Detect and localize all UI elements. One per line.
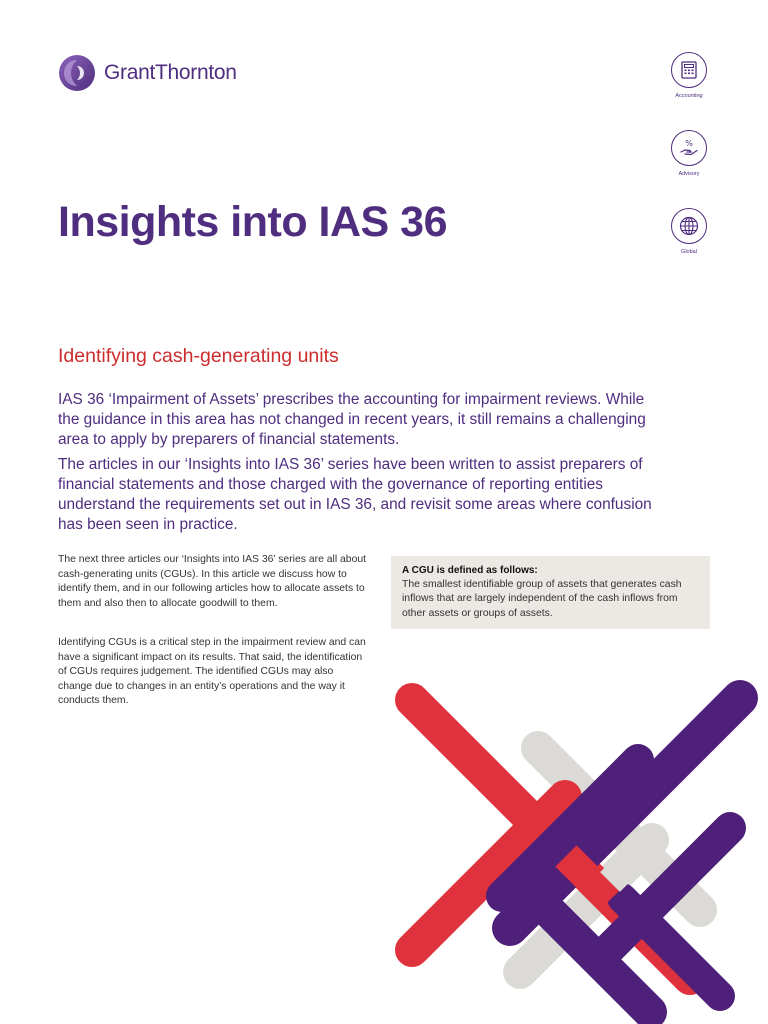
badge-accounting	[664, 52, 714, 99]
badge-label: Accounting	[675, 93, 703, 99]
globe-icon	[678, 215, 700, 237]
page-title: Insights into IAS 36	[58, 198, 447, 246]
badge-advisory	[664, 130, 714, 177]
badge-label: Advisory	[678, 171, 700, 177]
callout-text: The smallest identifiable group of assets that generates cash inflows that are largely independent of the cash inflows from other assets or groups of assets.	[402, 579, 682, 619]
body-paragraph: The next three articles our ‘Insights into IAS 36’ series are all about cash-generating units (CGUs). In this article we discuss how to identify them, and in our following articles how to allocate assets to them and also then to allocate goodwill to them.	[58, 554, 367, 609]
grant-thornton-logo	[58, 54, 237, 92]
body-paragraph: Identifying CGUs is a critical step in the impairment review and can have a significant impact on its results. That said, the identification of CGUs requires judgement. The identified CGUs may also change due to changes in an entity’s operations and the way it conducts them.	[58, 637, 366, 707]
svg-text:%: %	[685, 139, 693, 148]
badge-circle	[671, 52, 707, 88]
callout-title: A CGU is defined as follows:	[402, 565, 538, 576]
calculator-icon	[679, 60, 699, 80]
badge-circle	[671, 208, 707, 244]
grant-thornton-logo-mark-icon	[58, 54, 96, 92]
intro-paragraph: The articles in our ‘Insights into IAS 36’ series have been written to assist preparers of financial statements and those charged with the governance of reporting entities understand the requirements set out in IAS 36, and revisit some areas where confusion has been seen in practice.	[58, 456, 652, 533]
badge-global	[664, 208, 714, 255]
badge-label: Global	[681, 249, 697, 255]
section-subtitle: Identifying cash-generating units	[58, 345, 339, 367]
cgu-definition-callout	[391, 556, 710, 629]
percent-hand-icon	[679, 138, 699, 158]
brand-name: GrantThornton	[104, 61, 237, 84]
intro-paragraph: IAS 36 ‘Impairment of Assets’ prescribes the accounting for impairment reviews. While the guidance in this area has not changed in recent years, it still remains a challenging area to apply by preparers of financial statements.	[58, 391, 646, 448]
badge-circle	[671, 130, 707, 166]
decorative-ribbons-graphic	[390, 660, 768, 1024]
